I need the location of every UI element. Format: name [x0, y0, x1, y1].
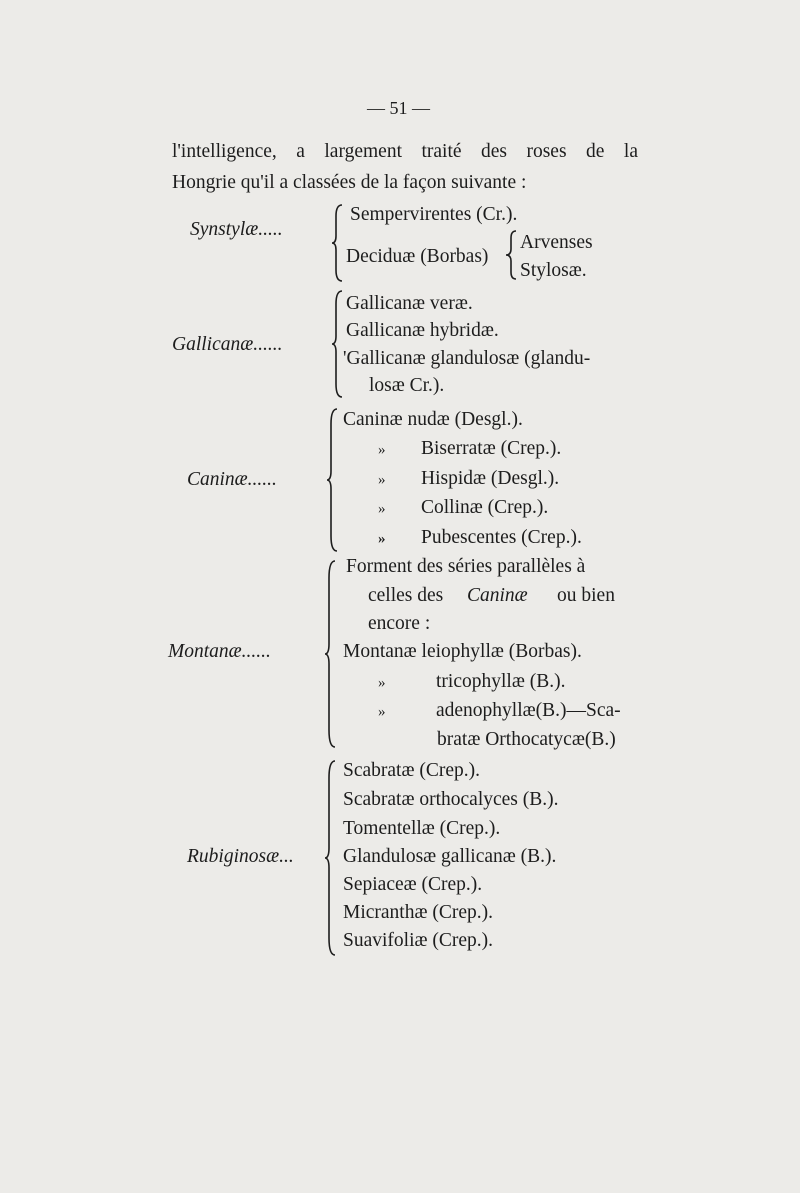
gallicanae-item-3: 'Gallicanæ glandulosæ (glandu- [343, 348, 591, 369]
montanae-line-1: Forment des séries parallèles à [346, 556, 586, 577]
group-label-gallicanae: Gallicanæ...... [172, 334, 283, 355]
montanae-line-2c: ou bien [557, 585, 615, 606]
brace-synstylae [330, 204, 344, 282]
brace-gallicanae [330, 290, 344, 398]
rubiginosae-item-4: Glandulosæ gallicanæ (B.). [343, 846, 557, 867]
ditto-mark: » [378, 675, 386, 691]
rubiginosae-item-1: Scabratæ (Crep.). [343, 760, 480, 781]
rubiginosae-item-2: Scabratæ orthocalyces (B.). [343, 789, 559, 810]
rubiginosae-item-3: Tomentellæ (Crep.). [343, 818, 501, 839]
brace-montanae [323, 560, 337, 748]
caninae-item-3: Hispidæ (Desgl.). [421, 468, 560, 489]
montanae-line-5: tricophyllæ (B.). [436, 671, 566, 692]
rubiginosae-item-5: Sepiaceæ (Crep.). [343, 874, 483, 895]
brace-caninae [325, 408, 339, 552]
montanae-line-7: bratæ Orthocatycæ(B.) [437, 729, 616, 750]
caninae-item-2: Biserratæ (Crep.). [421, 438, 562, 459]
montanae-line-2a: celles des [368, 585, 444, 606]
synstylae-sub-1: Arvenses [520, 232, 593, 253]
brace-rubiginosae [323, 760, 337, 956]
gallicanae-item-2: Gallicanæ hybridæ. [346, 320, 499, 341]
gallicanae-item-1: Gallicanæ veræ. [346, 293, 473, 314]
page-number: — 51 — [367, 98, 430, 118]
caninae-item-5: Pubescentes (Crep.). [421, 527, 582, 548]
montanae-line-6: adenophyllæ(B.)—Sca- [436, 700, 621, 721]
ditto-mark: » [378, 531, 386, 547]
rubiginosae-item-6: Micranthæ (Crep.). [343, 902, 494, 923]
brace-synstylae-sub [504, 230, 518, 280]
group-label-caninae: Caninæ...... [187, 469, 277, 490]
montanae-line-3: encore : [368, 613, 431, 634]
group-label-synstylae: Synstylæ..... [190, 219, 283, 240]
ditto-mark: » [378, 472, 386, 488]
synstylae-item-1: Sempervirentes (Cr.). [350, 204, 518, 225]
synstylae-sub-2: Stylosæ. [520, 260, 587, 281]
caninae-item-4: Collinæ (Crep.). [421, 497, 549, 518]
ditto-mark: » [378, 501, 386, 517]
group-label-montanae: Montanæ...... [168, 641, 271, 662]
ditto-mark: » [378, 442, 386, 458]
ditto-mark: » [378, 704, 386, 720]
intro-line-2: Hongrie qu'il a classées de la façon suivante : [172, 172, 527, 193]
caninae-item-1: Caninæ nudæ (Desgl.). [343, 409, 523, 430]
group-label-rubiginosae: Rubiginosæ... [187, 846, 294, 867]
montanae-line-2b: Caninæ [467, 585, 528, 606]
gallicanae-item-4: losæ Cr.). [369, 375, 445, 396]
synstylae-item-2: Deciduæ (Borbas) [346, 246, 489, 267]
montanae-line-4: Montanæ leiophyllæ (Borbas). [343, 641, 582, 662]
intro-line-1: l'intelligence, a largement traité des roses de la [172, 141, 638, 162]
rubiginosae-item-7: Suavifoliæ (Crep.). [343, 930, 494, 951]
